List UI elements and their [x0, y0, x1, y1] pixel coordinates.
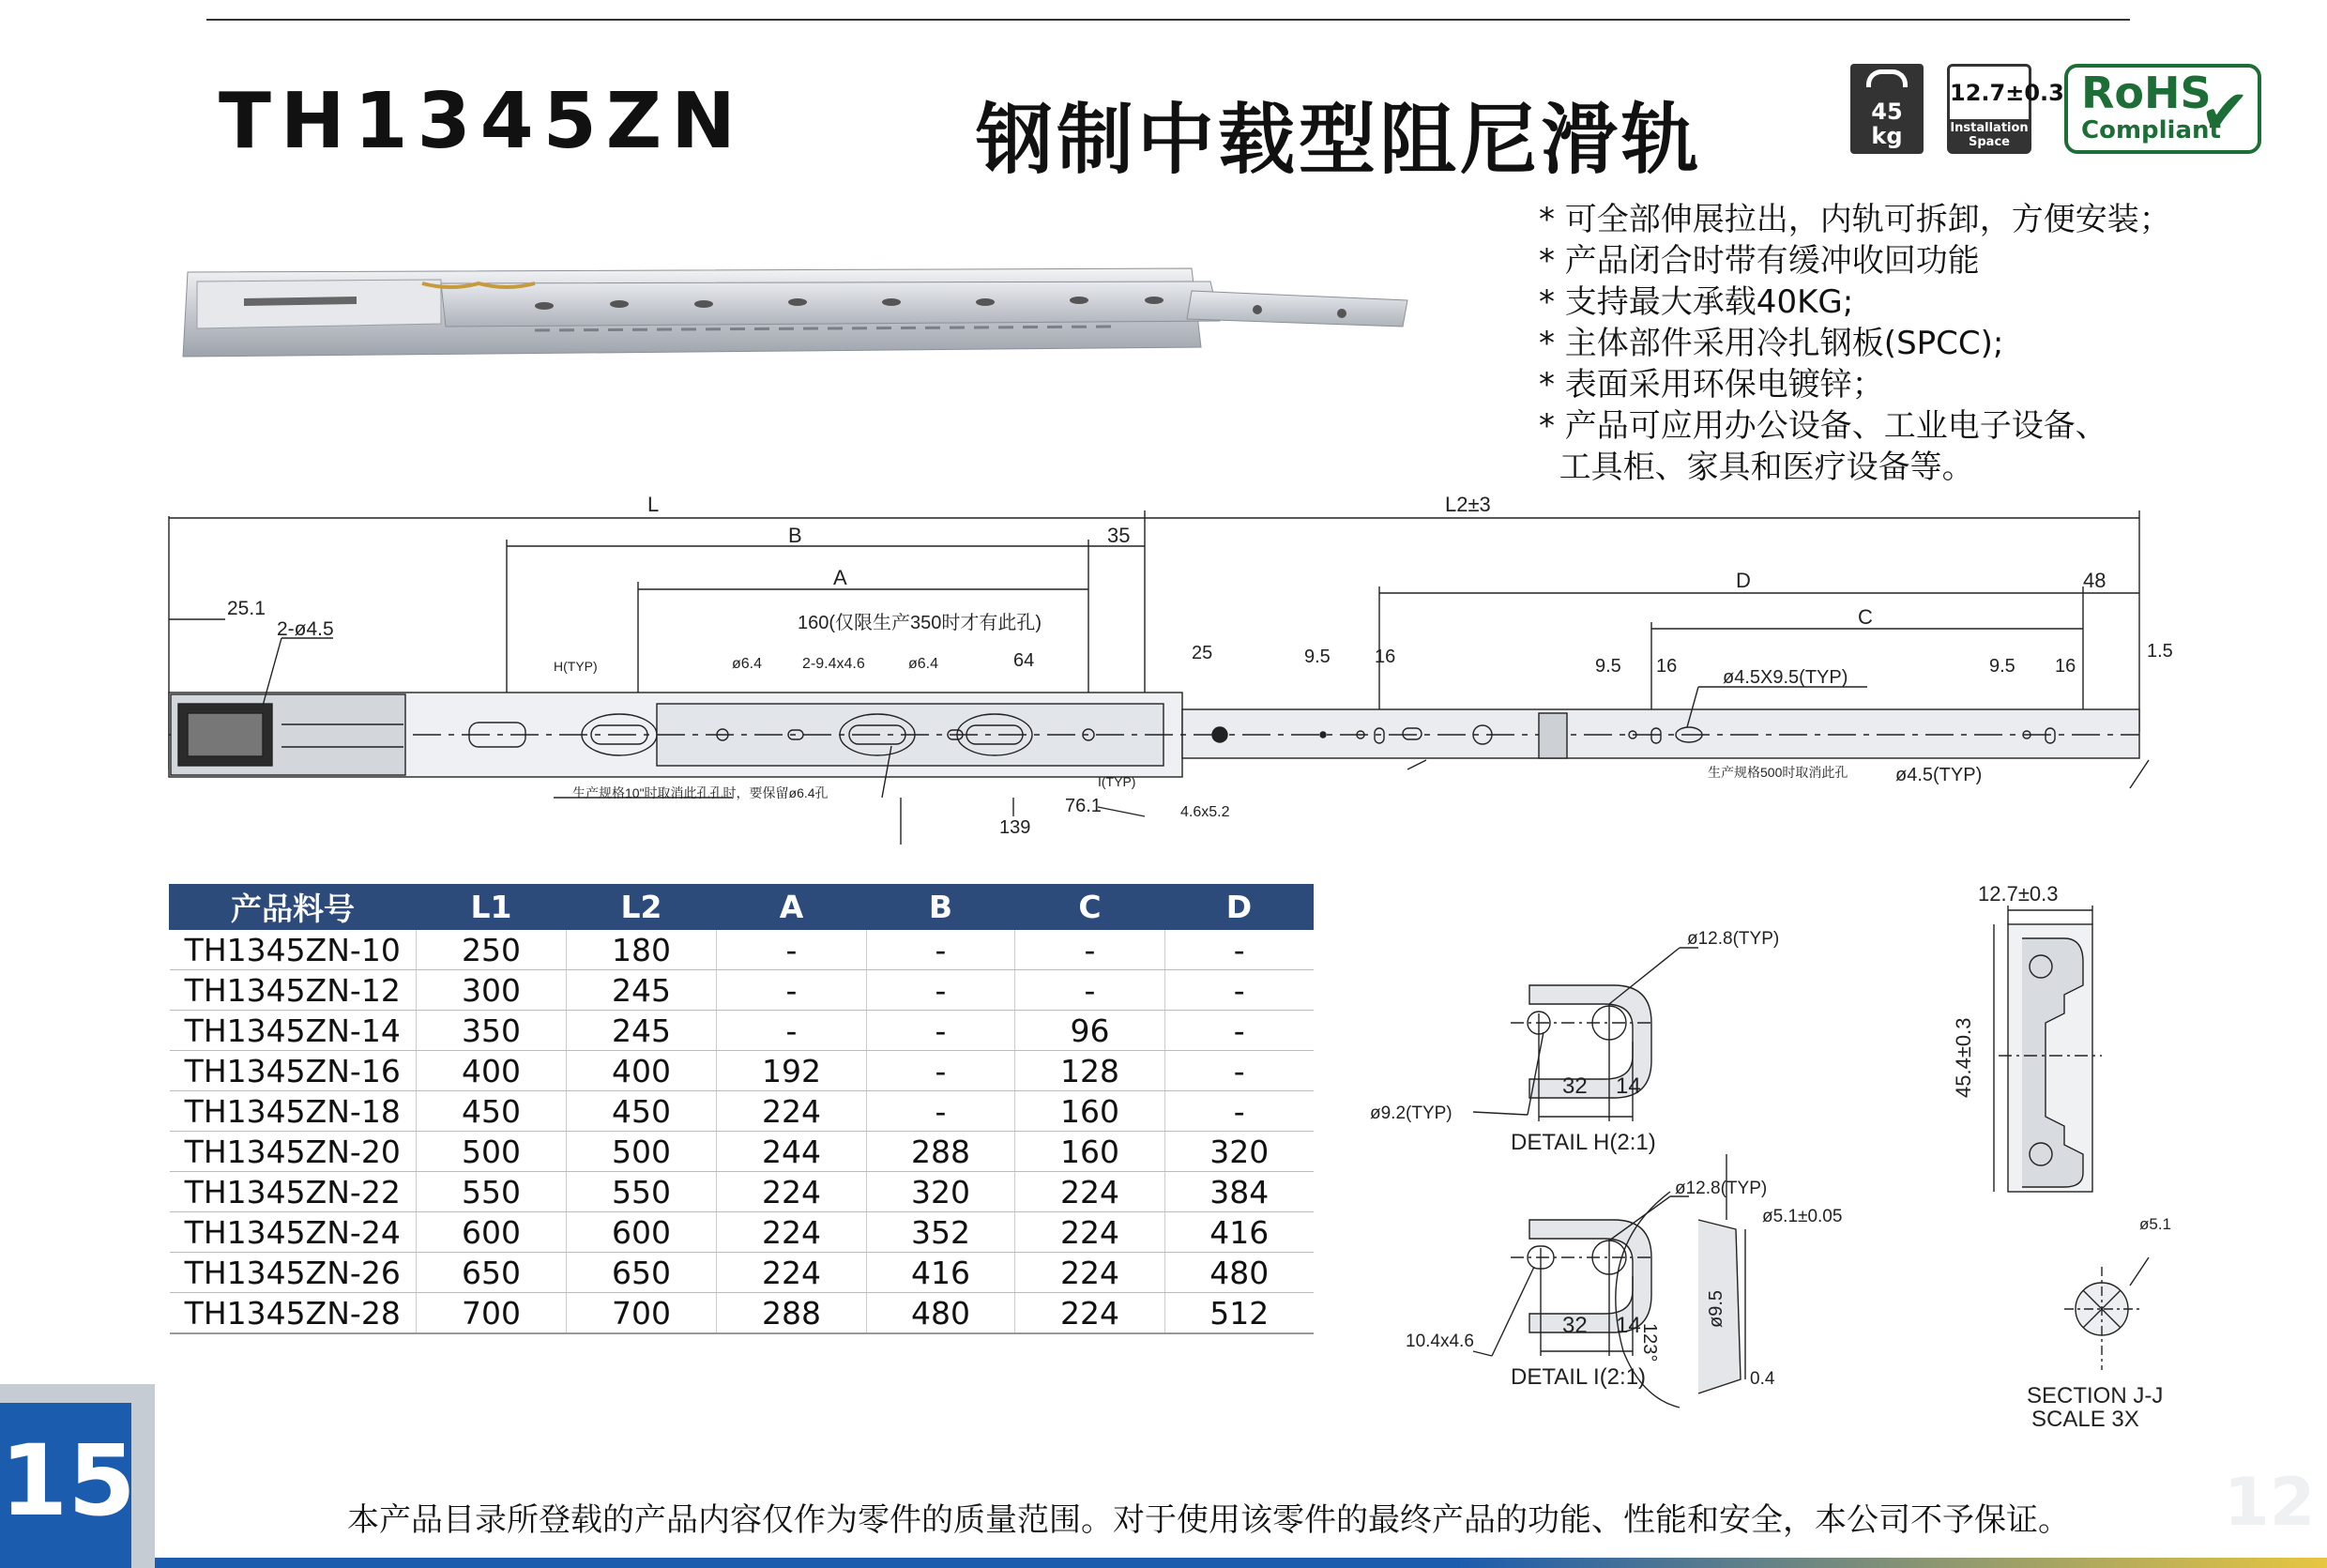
table-cell: 224 — [717, 1172, 867, 1212]
table-cell: 416 — [867, 1253, 1015, 1293]
dim-9-5c: 9.5 — [1989, 656, 2015, 677]
table-cell: 96 — [1015, 1011, 1165, 1051]
table-cell: - — [1015, 970, 1165, 1011]
feature-list — [1539, 199, 2171, 488]
table-cell: TH1345ZN-14 — [170, 1011, 417, 1051]
section-j-0-4: 0.4 — [1750, 1369, 1775, 1389]
table-cell: - — [717, 1011, 867, 1051]
dim-d64a: ø6.4 — [732, 656, 763, 672]
dim-C: C — [1858, 605, 1873, 629]
col-header: L2 — [567, 885, 717, 930]
feature-item: * 支持最大承载40KG; — [1539, 283, 1854, 321]
table-cell: - — [1165, 1091, 1314, 1132]
table-cell: 384 — [1165, 1172, 1314, 1212]
detail-h-14: 14 — [1616, 1073, 1641, 1099]
table-cell: TH1345ZN-18 — [170, 1091, 417, 1132]
table-cell: 320 — [1165, 1132, 1314, 1172]
dim-d64b: ø6.4 — [908, 656, 939, 672]
label-i-typ: I(TYP) — [1098, 774, 1136, 789]
table-cell: TH1345ZN-10 — [170, 930, 417, 970]
table-cell: 480 — [1165, 1253, 1314, 1293]
table-cell: 250 — [417, 930, 567, 970]
dim-35: 35 — [1107, 524, 1131, 547]
table-cell: - — [867, 1091, 1015, 1132]
table-cell: 300 — [417, 970, 567, 1011]
table-cell: TH1345ZN-28 — [170, 1293, 417, 1334]
table-cell: 288 — [867, 1132, 1015, 1172]
table-row — [170, 1091, 1314, 1132]
table-cell: 352 — [867, 1212, 1015, 1253]
table-cell: 700 — [567, 1293, 717, 1334]
section-j-123: 123° — [1639, 1323, 1660, 1362]
table-cell: - — [867, 970, 1015, 1011]
section-height: 45.4±0.3 — [1952, 1017, 1975, 1098]
table-cell: 400 — [417, 1051, 567, 1091]
table-cell: - — [1165, 970, 1314, 1011]
table-cell: TH1345ZN-22 — [170, 1172, 417, 1212]
ghost-page-number: 12 — [2224, 1464, 2316, 1541]
table-cell: - — [1165, 930, 1314, 970]
table-cell: 160 — [1015, 1132, 1165, 1172]
table-cell: TH1345ZN-24 — [170, 1212, 417, 1253]
feature-item: * 产品闭合时带有缓冲收回功能 — [1539, 242, 1980, 280]
detail-h-d12-8: ø12.8(TYP) — [1687, 929, 1780, 949]
note-10: 生产规格10"时取消此孔孔时，要保留ø6.4孔 — [572, 785, 829, 800]
table-cell: 245 — [567, 970, 717, 1011]
table-row — [170, 1253, 1314, 1293]
table-cell: - — [717, 970, 867, 1011]
product-title: 钢制中载型阻尼滑轨 — [976, 96, 1703, 185]
disclaimer-text: 本产品目录所登载的产品内容仅作为零件的质量范围。对于使用该零件的最终产品的功能、性能和安全，本公司不予保证。 — [347, 1501, 2070, 1539]
table-cell: 500 — [567, 1132, 717, 1172]
table-row — [170, 970, 1314, 1011]
table-row — [170, 1172, 1314, 1212]
table-cell: TH1345ZN-26 — [170, 1253, 417, 1293]
page-number-badge — [0, 1384, 155, 1568]
dim-16b: 16 — [1656, 656, 1678, 677]
load-badge: 45 kg — [1850, 64, 1924, 154]
table-cell: 192 — [717, 1051, 867, 1091]
dim-D: D — [1736, 569, 1751, 592]
feature-item: * 产品可应用办公设备、工业电子设备、 — [1539, 407, 2107, 445]
table-cell: 160 — [1015, 1091, 1165, 1132]
col-header: B — [867, 885, 1015, 930]
table-row — [170, 1051, 1314, 1091]
dim-1-5: 1.5 — [2147, 641, 2173, 662]
technical-drawing — [150, 488, 2173, 854]
dim-4-6x5-2: 4.6x5.2 — [1180, 804, 1230, 820]
table-cell: 224 — [717, 1253, 867, 1293]
section-j-d5-1b: ø5.1 — [2139, 1215, 2172, 1233]
table-cell: - — [717, 930, 867, 970]
section-j-d9-5: ø9.5 — [1706, 1289, 1726, 1328]
dim-L: L — [647, 493, 660, 516]
rohs-badge: RoHS Compliant ✔ — [2064, 64, 2261, 154]
table-cell: 450 — [417, 1091, 567, 1132]
table-cell: 180 — [567, 930, 717, 970]
dim-A: A — [833, 566, 847, 589]
detail-i-label: DETAIL I(2:1) — [1511, 1364, 1647, 1390]
spec-table — [169, 884, 1314, 1334]
table-cell: 224 — [1015, 1253, 1165, 1293]
table-cell: 600 — [567, 1212, 717, 1253]
detail-i-d12-8: ø12.8(TYP) — [1675, 1179, 1768, 1198]
check-icon: ✔ — [2199, 78, 2250, 147]
section-j-label: SECTION J-J — [2027, 1383, 2164, 1408]
detail-i-slot: 10.4x4.6 — [1406, 1332, 1474, 1351]
table-cell: 550 — [567, 1172, 717, 1212]
table-cell: 224 — [717, 1091, 867, 1132]
table-cell: 512 — [1165, 1293, 1314, 1334]
detail-i-14: 14 — [1616, 1313, 1641, 1338]
dim-139: 139 — [999, 817, 1031, 838]
feature-item: * 表面采用环保电镀锌； — [1539, 366, 1884, 403]
table-cell: 244 — [717, 1132, 867, 1172]
table-cell: 450 — [567, 1091, 717, 1132]
table-cell: TH1345ZN-20 — [170, 1132, 417, 1172]
table-cell: - — [1165, 1051, 1314, 1091]
table-header-row — [170, 885, 1314, 930]
dim-slot: 2-9.4x4.6 — [802, 656, 865, 672]
col-header: 产品料号 — [170, 885, 417, 930]
page-number: 15 — [0, 1423, 136, 1538]
dim-d45-typ: ø4.5(TYP) — [1895, 765, 1983, 785]
section-width: 12.7±0.3 — [1978, 882, 2059, 906]
installation-space-badge: 12.7±0.3 Installation Space — [1947, 64, 2031, 154]
table-cell: 700 — [417, 1293, 567, 1334]
table-cell: - — [867, 1051, 1015, 1091]
bottom-bar — [155, 1558, 2327, 1568]
table-cell: 650 — [567, 1253, 717, 1293]
note-500: 生产规格500时取消此孔 — [1708, 765, 1848, 780]
dim-16c: 16 — [2055, 656, 2076, 677]
table-cell: TH1345ZN-12 — [170, 970, 417, 1011]
detail-drawings — [1351, 873, 2243, 1445]
col-header: A — [717, 885, 867, 930]
model-number: TH1345ZN — [219, 77, 745, 166]
detail-h-d9-2: ø9.2(TYP) — [1370, 1104, 1452, 1123]
product-photo — [178, 253, 1417, 375]
table-cell: 416 — [1165, 1212, 1314, 1253]
table-cell: 500 — [417, 1132, 567, 1172]
dim-hole-2: 2-ø4.5 — [277, 618, 334, 640]
detail-h-label: DETAIL H(2:1) — [1511, 1130, 1656, 1155]
table-cell: - — [867, 1011, 1015, 1051]
section-j-d5-1a: ø5.1±0.05 — [1762, 1207, 1843, 1226]
dim-B: B — [788, 524, 802, 547]
table-cell: 224 — [717, 1212, 867, 1253]
section-j-scale: SCALE 3X — [2031, 1407, 2139, 1432]
table-cell: 245 — [567, 1011, 717, 1051]
table-cell: 400 — [567, 1051, 717, 1091]
table-cell: - — [1015, 930, 1165, 970]
table-row — [170, 1293, 1314, 1334]
table-cell: - — [867, 930, 1015, 970]
col-header: C — [1015, 885, 1165, 930]
table-cell: 224 — [1015, 1293, 1165, 1334]
table-cell: 480 — [867, 1293, 1015, 1334]
table-cell: 350 — [417, 1011, 567, 1051]
table-cell: 600 — [417, 1212, 567, 1253]
table-cell: 288 — [717, 1293, 867, 1334]
table-cell: TH1345ZN-16 — [170, 1051, 417, 1091]
dim-9-5b: 9.5 — [1595, 656, 1621, 677]
label-h-typ: H(TYP) — [554, 659, 598, 674]
table-cell: 550 — [417, 1172, 567, 1212]
feature-item: * 可全部伸展拉出，内轨可拆卸，方便安装； — [1539, 201, 2171, 238]
table-cell: 650 — [417, 1253, 567, 1293]
detail-h-32: 32 — [1562, 1073, 1588, 1099]
dim-oval: ø4.5X9.5(TYP) — [1723, 667, 1848, 688]
table-row — [170, 1212, 1314, 1253]
dim-25: 25 — [1192, 643, 1213, 663]
dim-76-1: 76.1 — [1065, 796, 1102, 816]
table-row — [170, 930, 1314, 970]
table-cell: 224 — [1015, 1172, 1165, 1212]
dim-25-1: 25.1 — [227, 598, 266, 619]
note-160: 160(仅限生产350时才有此孔) — [798, 613, 1042, 633]
dim-16a: 16 — [1375, 647, 1396, 667]
table-cell: 320 — [867, 1172, 1015, 1212]
dim-9-5a: 9.5 — [1304, 647, 1331, 667]
dim-64: 64 — [1013, 650, 1035, 671]
feature-item: * 主体部件采用冷扎钢板(SPCC); — [1539, 325, 2004, 362]
table-cell: 128 — [1015, 1051, 1165, 1091]
feature-item: 工具柜、家具和医疗设备等。 — [1539, 449, 1974, 486]
table-cell: - — [1165, 1011, 1314, 1051]
top-rule — [206, 19, 2130, 21]
weight-icon — [1866, 69, 1908, 87]
col-header: D — [1165, 885, 1314, 930]
dim-48: 48 — [2083, 569, 2106, 592]
table-cell: 224 — [1015, 1212, 1165, 1253]
table-row — [170, 1011, 1314, 1051]
col-header: L1 — [417, 885, 567, 930]
table-row — [170, 1132, 1314, 1172]
dim-L2: L2±3 — [1445, 493, 1491, 516]
detail-i-32: 32 — [1562, 1313, 1588, 1338]
